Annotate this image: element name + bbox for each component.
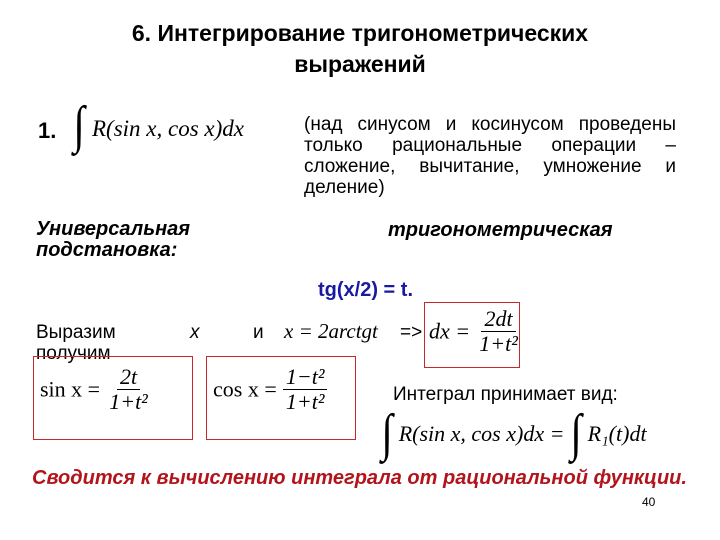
operations-note: (над синусом и косинусом проведены только рациональные операции – сложение, вычитание, умножение и деление) xyxy=(304,114,676,198)
dx-lhs: dx = xyxy=(429,318,471,344)
cos-lhs: cos x = xyxy=(213,376,277,402)
universal-label xyxy=(36,219,190,261)
integral-view-label: Интеграл принимает вид: xyxy=(393,384,618,405)
result-integral-symbol-2: ∫ xyxy=(570,405,582,462)
result-rhs: R₁(t)dt xyxy=(587,421,647,446)
cos-numerator: 1−t² xyxy=(283,365,328,390)
result-lhs: R(sin x, cos x)dx = xyxy=(398,421,565,446)
trigonometric-label: тригонометрическая xyxy=(388,219,613,241)
dx-formula-box xyxy=(424,302,520,368)
title-line-1: 6. Интегрирование тригонометрических xyxy=(131,20,589,46)
sin-formula-box xyxy=(33,356,193,440)
sin-numerator: 2t xyxy=(117,365,140,390)
cos-formula-box xyxy=(206,356,356,440)
title-line-2: выражений xyxy=(294,51,426,77)
integrand: R(sin x, cos x)dx xyxy=(92,116,244,141)
integral-formula xyxy=(72,97,244,154)
sin-fraction xyxy=(106,365,151,414)
express-word: Выразим xyxy=(36,322,116,343)
conclusion-text: Сводится к вычислению интеграла от рациональной функции. xyxy=(32,467,687,489)
sin-denominator: 1+t² xyxy=(109,389,148,414)
dx-denominator: 1+t² xyxy=(479,331,518,356)
universal-label-line-2: подстановка: xyxy=(36,239,178,261)
dx-fraction xyxy=(476,307,521,356)
sin-lhs: sin x = xyxy=(40,376,101,402)
integral-symbol: ∫ xyxy=(73,97,85,154)
result-integral-symbol-1: ∫ xyxy=(381,405,393,462)
implies-arrow: => xyxy=(400,322,423,343)
x-variable: x xyxy=(190,322,200,343)
substitution-formula: tg(x/2) = t. xyxy=(318,279,414,301)
and-word: и xyxy=(253,322,264,343)
x-arctg-formula: x = 2arctgt xyxy=(284,319,378,343)
result-formula xyxy=(380,405,647,462)
get-word: получим xyxy=(36,343,111,364)
universal-label-line-1: Универсальная xyxy=(36,218,191,240)
dx-numerator: 2dt xyxy=(481,307,515,332)
cos-denominator: 1+t² xyxy=(285,389,325,414)
item-number: 1. xyxy=(38,118,57,143)
cos-fraction xyxy=(283,365,328,414)
page-number: 40 xyxy=(642,495,656,509)
page-title xyxy=(0,18,720,80)
